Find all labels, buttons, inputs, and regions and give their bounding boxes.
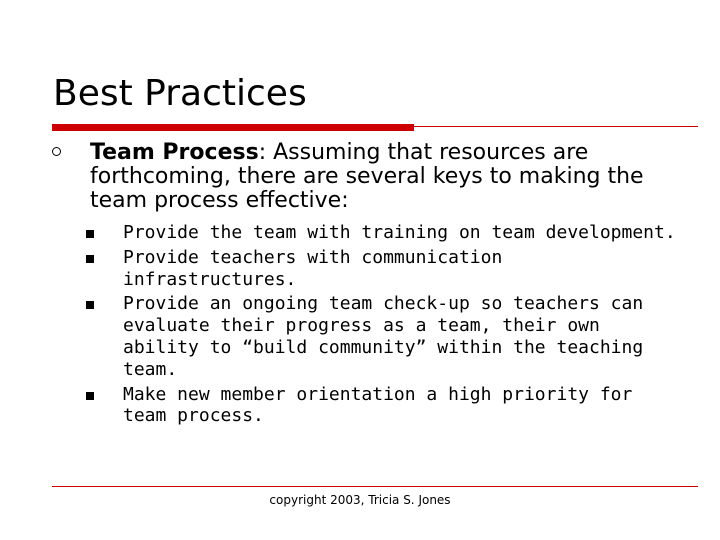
square-bullet-icon <box>86 392 94 400</box>
title-accent-bar <box>52 124 414 131</box>
slide-title: Best Practices <box>53 73 307 114</box>
sub-point-text: Provide teachers with communication infrastructures. <box>123 246 503 290</box>
main-point <box>90 141 660 213</box>
main-point-label: Team Process <box>90 140 259 165</box>
sub-point <box>86 384 676 428</box>
copyright-footer: copyright 2003, Tricia S. Jones <box>269 493 451 507</box>
sub-point <box>86 293 676 380</box>
sub-point-text: Provide an ongoing team check-up so teachers can evaluate their progress as a team, their own ability to “build community” within the teaching team. <box>123 293 644 380</box>
footer-divider-line <box>52 486 698 487</box>
square-bullet-icon <box>86 230 94 238</box>
square-bullet-icon <box>86 301 94 309</box>
main-point-text: : Assuming that resources are forthcoming, there are several keys to making the team process effective: <box>90 140 644 213</box>
sub-point-text: Provide the team with training on team development. <box>123 222 676 243</box>
square-bullet-icon <box>86 255 94 263</box>
sub-point-text: Make new member orientation a high priority for team process. <box>123 383 633 427</box>
sub-point-list <box>86 222 676 430</box>
sub-point <box>86 247 676 291</box>
sub-point <box>86 222 676 244</box>
hollow-circle-bullet-icon <box>52 147 61 156</box>
